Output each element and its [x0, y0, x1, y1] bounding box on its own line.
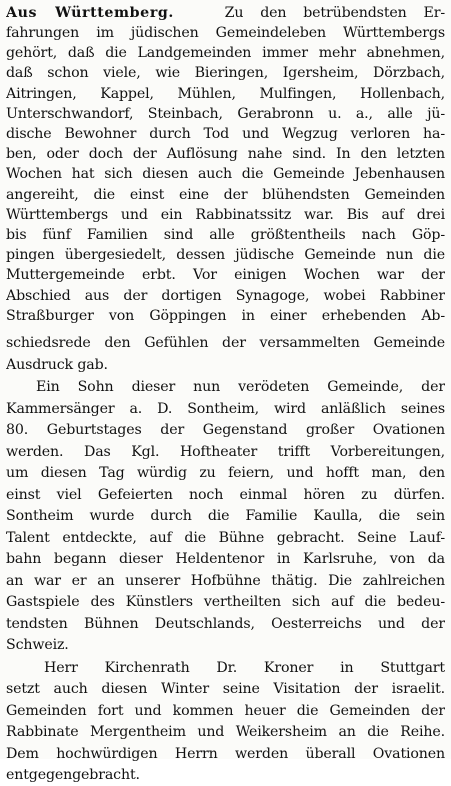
paragraph4-line-2: Gemeinden fort und kommen heuer die Gemeinden der: [6, 702, 445, 719]
paragraph4-line-3: Rabbinate Mergentheim und Weikersheim an die Reihe.: [6, 724, 445, 740]
paragraph3-line-12: Schweiz.: [6, 637, 69, 653]
paragraph3-line-3: werden. Das Kgl. Hoftheater trifft Vorbereitungen,: [6, 443, 445, 460]
paragraph4-line-5: entgegengebracht.: [6, 767, 140, 783]
paragraph1-line-3: daß schon viele, wie Bieringen, Igersheim, Dörzbach,: [6, 65, 445, 82]
paragraph1-line-1: fahrungen im jüdischen Gemeindeleben Württembergs: [6, 25, 445, 41]
paragraph3-line-10: Gastspiele des Künstlers vertheilten sich auf die bedeu-: [6, 594, 445, 610]
article-heading: Aus Württemberg.: [6, 5, 174, 21]
paragraph3-line-11: tendsten Bühnen Deutschlands, Oesterreichs und der: [6, 615, 445, 632]
paragraph1-line-9: angereiht, die einst eine der blühendsten Gemeinden: [6, 186, 445, 203]
paragraph3-line-7: Talent entdeckte, auf die Bühne gebracht. Seine Lauf-: [6, 529, 445, 546]
paragraph1-line-15: Straßburger von Göppingen in einer erhebenden Ab-: [6, 307, 445, 324]
paragraph1-line-10: Württembergs und ein Rabbinatssitz war. Bis auf drei: [6, 206, 445, 223]
paragraph2-line-0: schiedsrede den Gefühlen der versammelten Gemeinde: [6, 335, 445, 351]
paragraph4-line-1: setzt auch diesen Winter seine Visitation der israelit.: [6, 681, 445, 697]
paragraph1-line-0: Zu den betrübendsten Er-: [224, 5, 445, 21]
paragraph3-line-9: an war er an unserer Hofbühne thätig. Die zahlreichen: [6, 572, 445, 589]
paragraph3-line-5: einst viel Gefeierten noch einmal hören zu dürfen.: [6, 486, 445, 503]
paragraph4-line-0: Herr Kirchenrath Dr. Kroner in Stuttgart: [44, 659, 445, 676]
paragraph3-line-4: um diesen Tag würdig zu feiern, und hofft man, den: [6, 465, 445, 481]
paragraph2-line-1: Ausdruck gab.: [6, 357, 108, 373]
paragraph1-line-8: Wochen hat sich diesen auch die Gemeinde Jebenhausen: [6, 166, 445, 183]
paragraph1-line-7: ben, oder doch der Auflösung nahe sind. In den letzten: [6, 146, 445, 163]
paragraph1-line-14: Abschied aus der dortigen Synagoge, wobei Rabbiner: [6, 287, 445, 304]
article-first-line: [6, 2, 445, 24]
paragraph3-line-6: Sontheim wurde durch die Familie Kaulla, die sein: [6, 508, 445, 524]
paragraph1-line-13: Muttergemeinde erbt. Vor einigen Wochen war der: [6, 267, 445, 284]
paragraph1-line-11: bis fünf Familien sind alle größtentheils nach Göp-: [6, 227, 445, 243]
paragraph3-line-1: Kammersänger a. D. Sontheim, wird anläßlich seines: [6, 400, 445, 417]
paragraph1-line-12: pingen übergesiedelt, dessen jüdische Gemeinde nun die: [6, 247, 445, 264]
paragraph1-line-4: Aitringen, Kappel, Mühlen, Mulfingen, Hollenbach,: [6, 85, 445, 102]
paragraph3-line-0: Ein Sohn dieser nun verödeten Gemeinde, der: [36, 379, 445, 395]
paragraph1-line-5: Unterschwandorf, Steinbach, Gerabronn u. a., alle jü-: [6, 105, 445, 122]
paragraph3-line-8: bahn begann dieser Heldentenor in Karlsruhe, von da: [6, 551, 445, 567]
paragraph3-line-2: 80. Geburtstages der Gegenstand großer Ovationen: [6, 422, 445, 438]
paragraph4-line-4: Dem hochwürdigen Herrn werden überall Ovationen: [6, 745, 445, 762]
paragraph1-line-6: dische Bewohner durch Tod und Wegzug verloren ha-: [6, 126, 445, 142]
paragraph1-line-2: gehört, daß die Landgemeinden immer mehr abnehmen,: [6, 45, 445, 62]
